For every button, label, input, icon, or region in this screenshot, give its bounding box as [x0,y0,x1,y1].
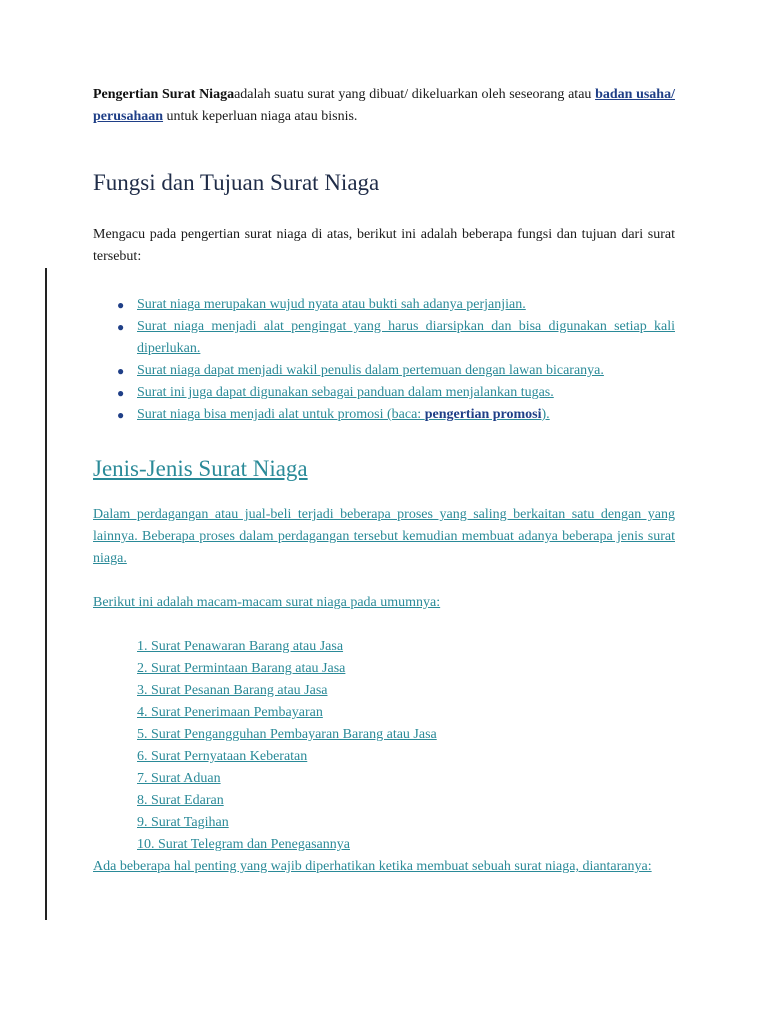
list-item[interactable]: 4. Surat Penerimaan Pembayaran [137,705,323,720]
bullet-icon: ● [117,298,125,312]
list-item[interactable]: 6. Surat Pernyataan Keberatan [137,749,308,764]
list-item[interactable] [117,360,675,382]
jenis-list [93,636,675,856]
bullet-icon: ● [117,408,125,422]
list-item[interactable]: 5. Surat Pengangguhan Pembayaran Barang atau Jasa [137,727,437,742]
promosi-text-after: ). [541,407,550,422]
list-item[interactable]: 8. Surat Edaran [137,793,224,808]
list-item-text: Surat niaga menjadi alat pengingat yang harus diarsipkan dan bisa digunakan setiap kali diperlukan. [137,319,675,356]
bullet-icon: ● [117,320,125,334]
jenis-heading[interactable]: Jenis-Jenis Surat Niaga [93,456,308,481]
macam-intro[interactable]: Berikut ini adalah macam-macam surat niaga pada umumnya: [93,595,441,610]
list-item[interactable] [117,294,675,316]
list-item[interactable] [117,404,675,426]
bullet-icon: ● [117,364,125,378]
intro-text-before-link: adalah suatu surat yang dibuat/ dikeluarkan oleh seseorang atau [234,87,596,102]
margin-change-bar [45,268,47,920]
list-item[interactable]: 9. Surat Tagihan [137,815,229,830]
list-item-text: Surat niaga merupakan wujud nyata atau bukti sah adanya perjanjian. [137,297,526,312]
list-item[interactable]: 1. Surat Penawaran Barang atau Jasa [137,639,344,654]
fungsi-heading: Fungsi dan Tujuan Surat Niaga [93,170,380,195]
pengertian-promosi-link[interactable]: pengertian promosi [424,407,542,422]
list-item-text [137,407,550,422]
closing-paragraph[interactable]: Ada beberapa hal penting yang wajib diperhatikan ketika membuat sebuah surat niaga, diantaranya: [93,859,652,874]
promosi-text-before: Surat niaga bisa menjadi alat untuk promosi (baca: [137,407,425,422]
intro-paragraph [93,84,675,128]
document-content [93,84,675,878]
bullet-icon: ● [117,386,125,400]
list-item-text: Surat niaga dapat menjadi wakil penulis dalam pertemuan dengan lawan bicaranya. [137,363,604,378]
list-item[interactable]: 7. Surat Aduan [137,771,221,786]
intro-term: Pengertian Surat Niaga [93,87,235,102]
jenis-paragraph[interactable]: Dalam perdagangan atau jual-beli terjadi beberapa proses yang saling berkaitan satu dengan yang lainnya. Beberapa proses dalam perdagangan tersebut kemudian membuat adanya beberapa jenis surat niaga. [93,507,675,566]
list-item[interactable]: 3. Surat Pesanan Barang atau Jasa [137,683,328,698]
fungsi-paragraph: Mengacu pada pengertian surat niaga di atas, berikut ini adalah beberapa fungsi dan tujuan dari surat tersebut: [93,227,675,264]
list-item-text: Surat ini juga dapat digunakan sebagai panduan dalam menjalankan tugas. [137,385,554,400]
list-item[interactable] [117,382,675,404]
list-item[interactable] [117,316,675,360]
fungsi-list [93,294,675,426]
list-item[interactable]: 2. Surat Permintaan Barang atau Jasa [137,661,346,676]
badan-usaha-link[interactable]: badan usaha/ perusahaan [93,87,675,124]
list-item[interactable]: 10. Surat Telegram dan Penegasannya [137,837,350,852]
intro-text-after-link: untuk keperluan niaga atau bisnis. [163,109,358,124]
